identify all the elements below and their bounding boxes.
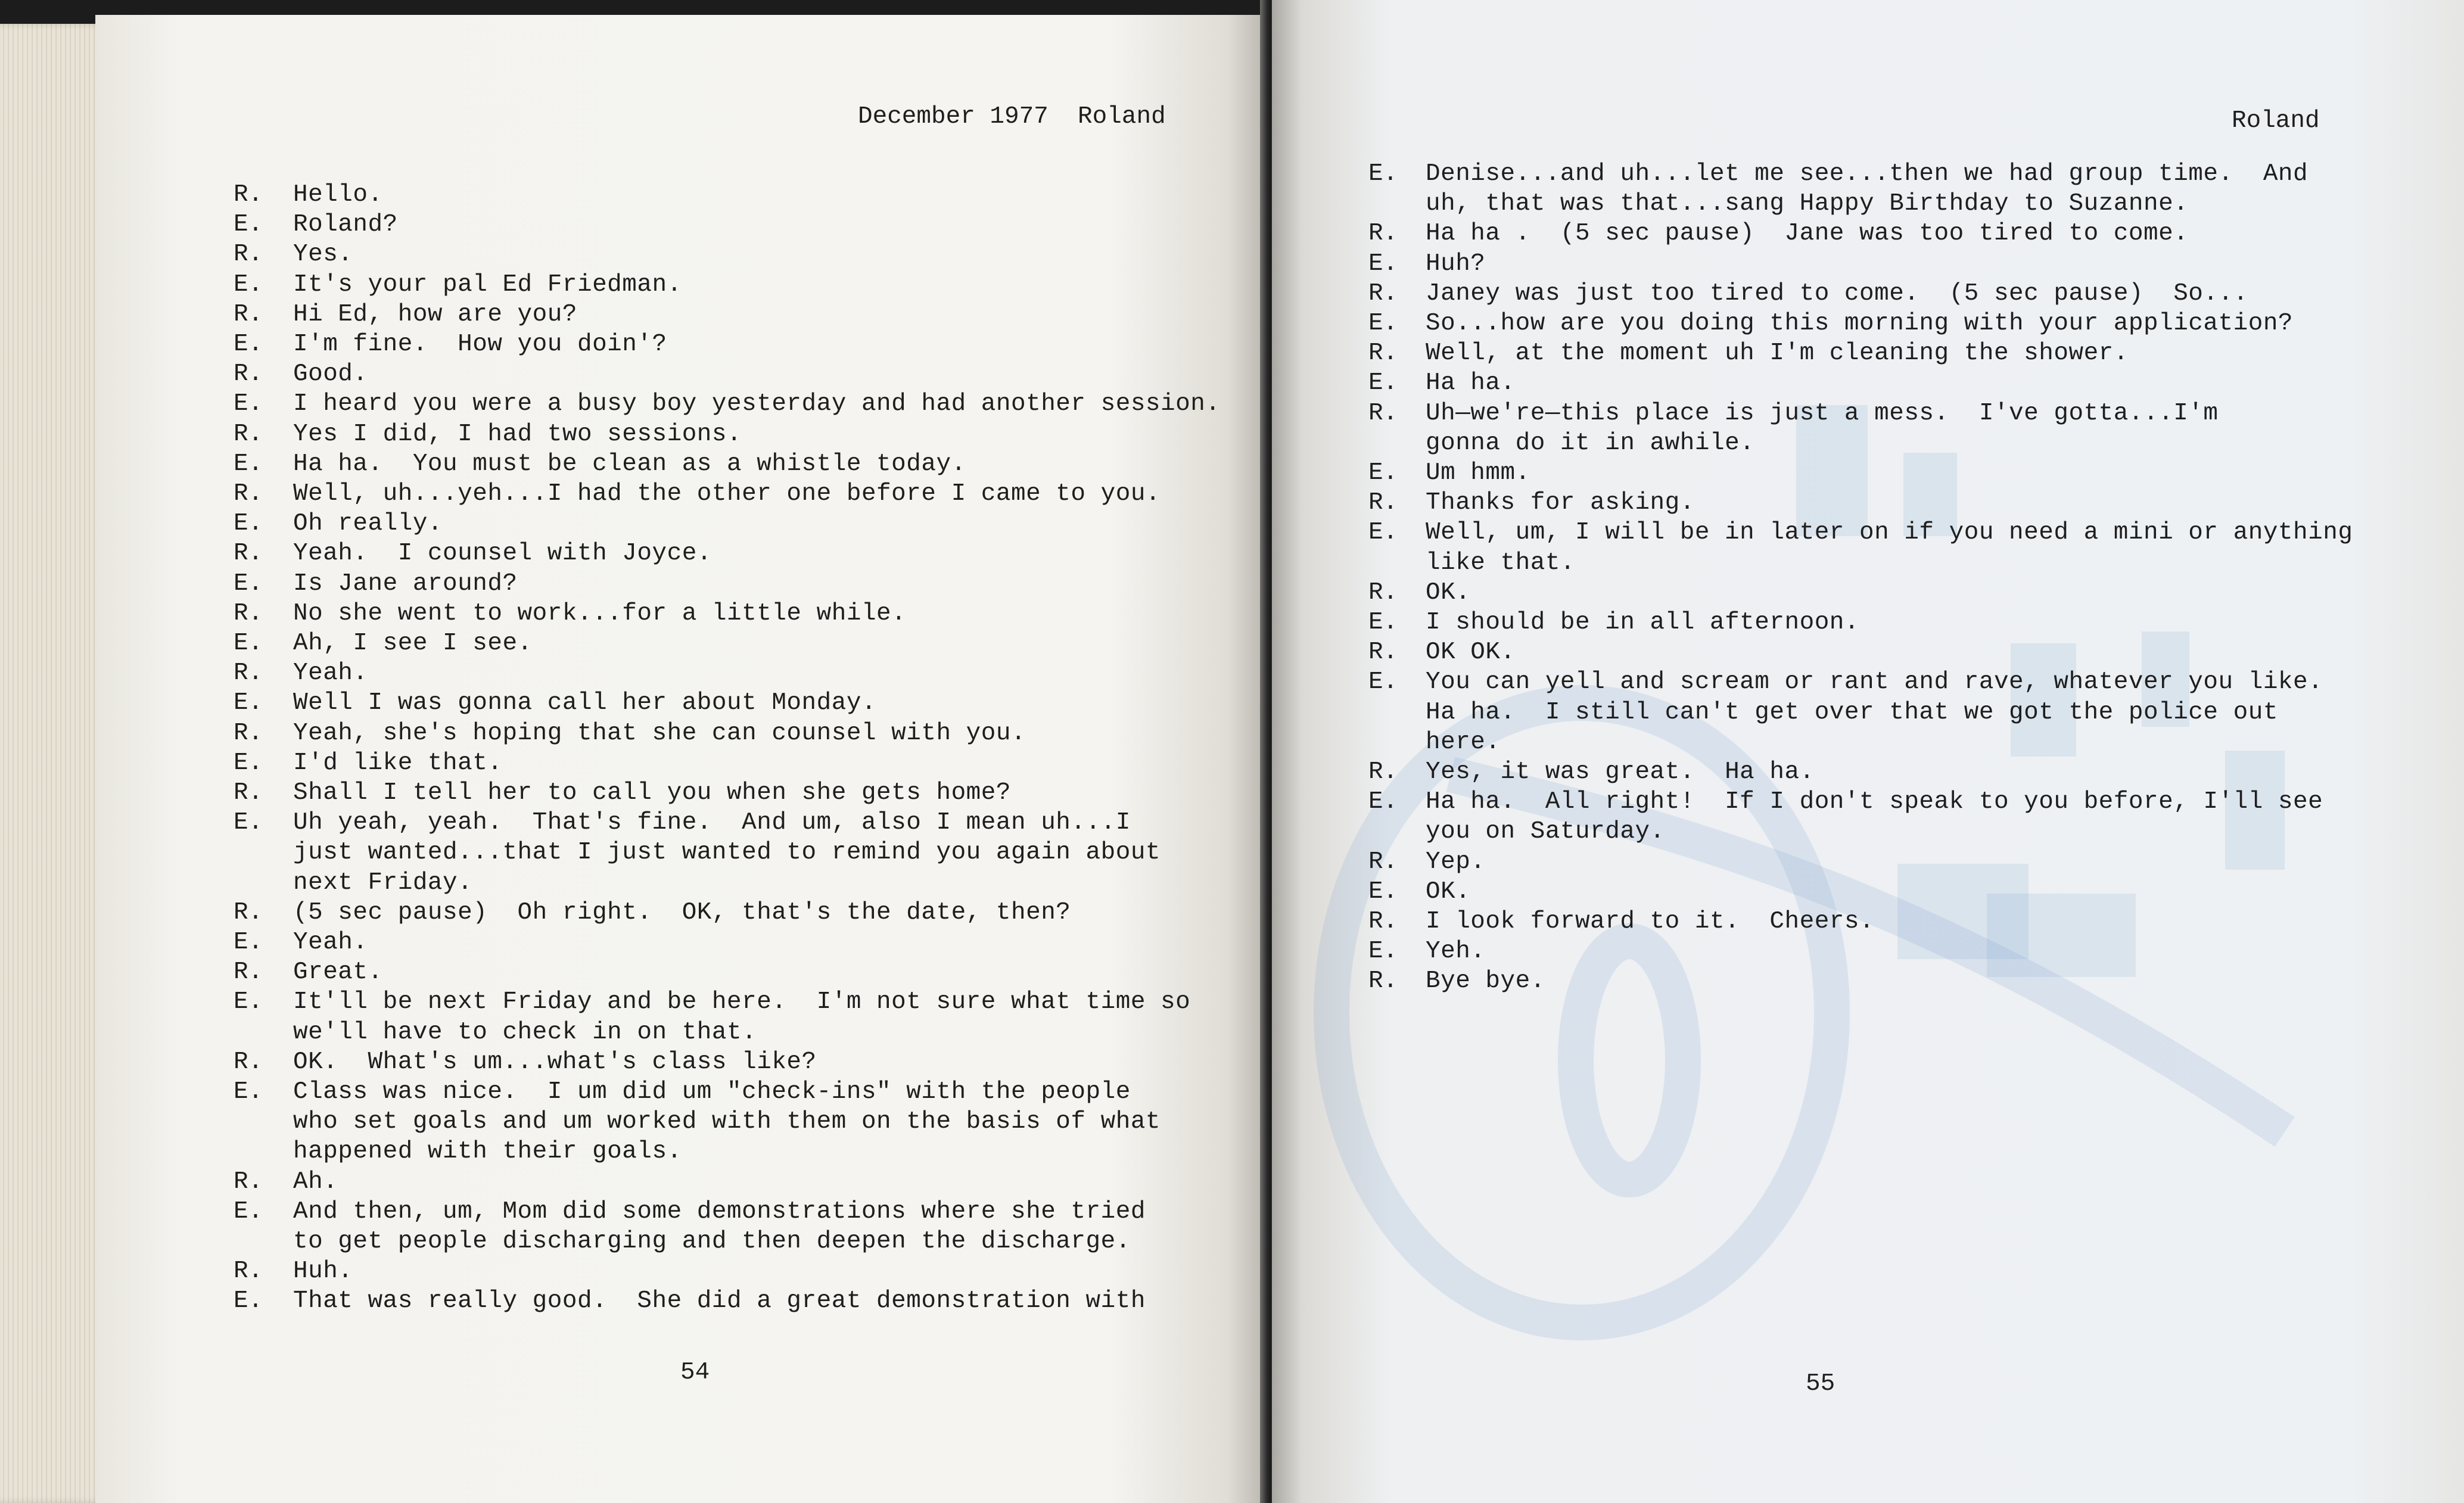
speaker-label: R. [1368,967,1398,995]
transcript-line: I heard you were a busy boy yesterday and had another session. [293,390,1221,418]
transcript-line: Ha ha . (5 sec pause) Jane was too tired to come. [1426,220,2189,248]
transcript-line: OK. [1426,877,1471,905]
speaker-label: R. [1368,340,1398,368]
speaker-label: E. [1368,668,1398,696]
page-number-right: 55 [1806,1370,1835,1398]
transcript-line: here. [1426,728,1501,756]
speaker-label: E. [234,749,263,777]
transcript-line: I'd like that. [293,749,503,777]
transcript-line: Yes. [293,241,353,269]
speaker-label: E. [234,510,263,538]
transcript-line: Well, um, I will be in later on if you need a mini or anything [1426,519,2353,547]
transcript-line: Um hmm. [1426,459,1530,487]
speaker-label: E. [234,988,263,1016]
transcript-line: gonna do it in awhile. [1426,429,1755,457]
transcript-line: OK. What's um...what's class like? [293,1048,817,1076]
speaker-label: E. [1368,459,1398,487]
speaker-label: E. [1368,519,1398,547]
transcript-line: That was really good. She did a great demonstration with [293,1287,1146,1315]
transcript-line: next Friday. [293,869,473,897]
transcript-line: No she went to work...for a little while. [293,599,907,627]
speaker-label: E. [234,689,263,717]
speaker-label: E. [234,1287,263,1315]
speaker-label: R. [234,719,263,747]
right-page [1272,0,2464,1503]
transcript-line: Denise...and uh...let me see...then we had group time. And [1426,160,2309,188]
speaker-label: E. [1368,369,1398,397]
transcript-line: Oh really. [293,510,443,538]
transcript-line: like that. [1426,549,1576,577]
speaker-label: R. [234,898,263,926]
transcript-line: I should be in all afternoon. [1426,609,1860,636]
speaker-label: R. [234,1048,263,1076]
transcript-line: Janey was just too tired to come. (5 sec pause) So... [1426,279,2248,307]
transcript-line: Good. [293,360,368,388]
transcript-line: Bye bye. [1426,967,1545,995]
speaker-label: R. [1368,578,1398,606]
speaker-label: E. [234,450,263,478]
transcript-line: you on Saturday. [1426,818,1665,846]
transcript-line: Ah. [293,1168,338,1196]
speaker-label: E. [1368,160,1398,188]
speaker-label: R. [234,540,263,568]
speaker-label: R. [234,420,263,448]
speaker-label: R. [1368,279,1398,307]
page-number-left: 54 [680,1359,710,1386]
transcript-line: Ha ha. All right! If I don't speak to you before, I'll see [1426,788,2323,816]
speaker-label: R. [234,1258,263,1286]
transcript-line: Roland? [293,211,398,239]
speaker-label: E. [234,570,263,598]
speaker-label: E. [1368,938,1398,966]
speaker-label: R. [234,779,263,807]
speaker-label: E. [234,1078,263,1106]
speaker-label: E. [1368,250,1398,278]
speaker-label: E. [1368,877,1398,905]
speaker-label: E. [1368,609,1398,636]
speaker-label: E. [234,270,263,298]
speaker-label: R. [234,599,263,627]
transcript-line: Ha ha. [1426,369,1516,397]
page-block-edge [0,24,104,1503]
transcript-line: Yeah, she's hoping that she can counsel with you. [293,719,1026,747]
transcript-line: Well I was gonna call her about Monday. [293,689,877,717]
transcript-line: Ha ha. I still can't get over that we got the police out [1426,698,2278,726]
transcript-line: Ha ha. You must be clean as a whistle today. [293,450,966,478]
transcript-line: Class was nice. I um did um "check-ins" with the people [293,1078,1131,1106]
transcript-line: Yep. [1426,848,1486,876]
speaker-label: E. [234,211,263,239]
speaker-label: E. [1368,788,1398,816]
transcript-line: Uh yeah, yeah. That's fine. And um, also I mean uh...I [293,809,1131,837]
speaker-label: R. [1368,848,1398,876]
speaker-label: R. [234,959,263,987]
speaker-label: E. [234,809,263,837]
speaker-label: R. [1368,639,1398,667]
transcript-line: Huh? [1426,250,1486,278]
transcript-line: Yeh. [1426,938,1486,966]
speaker-label: R. [234,300,263,328]
transcript-line: Yeah. [293,929,368,956]
transcript-line: Uh—we're—this place is just a mess. I've gotta...I'm [1426,399,2219,427]
speaker-label: R. [1368,399,1398,427]
transcript-line: I'm fine. How you doin'? [293,331,667,358]
transcript-line: And then, um, Mom did some demonstrations where she tried [293,1197,1146,1225]
speaker-label: R. [234,360,263,388]
transcript-line: we'll have to check in on that. [293,1018,757,1046]
transcript-line: Shall I tell her to call you when she gets home? [293,779,1011,807]
transcript-line: Ah, I see I see. [293,630,533,657]
transcript-line: Hello. [293,181,383,209]
transcript-line: Well, uh...yeh...I had the other one before I came to you. [293,480,1161,508]
left-page [95,15,1266,1503]
transcript-line: It'll be next Friday and be here. I'm not sure what time so [293,988,1191,1016]
transcript-line: Yes, it was great. Ha ha. [1426,758,1815,786]
transcript-line: Yes I did, I had two sessions. [293,420,742,448]
transcript-line: OK. [1426,578,1471,606]
speaker-label: E. [234,630,263,657]
speaker-label: E. [234,929,263,956]
speaker-label: R. [234,181,263,209]
speaker-label: R. [234,241,263,269]
transcript-line: Great. [293,959,383,987]
transcript-line: OK OK. [1426,639,1516,667]
transcript-line: Hi Ed, how are you? [293,300,577,328]
transcript-line: to get people discharging and then deepen the discharge. [293,1228,1131,1255]
running-head-left: December 1977 Roland [858,103,1166,130]
speaker-label: R. [1368,489,1398,517]
speaker-label: R. [1368,220,1398,248]
speaker-label: E. [234,331,263,358]
transcript-line: Yeah. [293,659,368,687]
transcript-line: Yeah. I counsel with Joyce. [293,540,712,568]
speaker-label: R. [234,480,263,508]
transcript-line: It's your pal Ed Friedman. [293,270,682,298]
transcript-line: Thanks for asking. [1426,489,1695,517]
transcript-line: uh, that was that...sang Happy Birthday to Suzanne. [1426,190,2189,218]
transcript-line: who set goals and um worked with them on the basis of what [293,1108,1161,1136]
speaker-label: E. [234,390,263,418]
transcript-line: Is Jane around? [293,570,518,598]
transcript-line: I look forward to it. Cheers. [1426,908,1875,935]
speaker-label: R. [234,659,263,687]
speaker-label: R. [1368,908,1398,935]
transcript-line: Huh. [293,1258,353,1286]
transcript-line: Well, at the moment uh I'm cleaning the shower. [1426,340,2129,368]
running-head-right: Roland [2232,107,2320,135]
transcript-line: (5 sec pause) Oh right. OK, that's the date, then? [293,898,1071,926]
transcript-line: So...how are you doing this morning with your application? [1426,310,2294,337]
transcript-line: just wanted...that I just wanted to remind you again about [293,839,1161,867]
speaker-label: E. [1368,310,1398,337]
speaker-label: R. [1368,758,1398,786]
speaker-label: R. [234,1168,263,1196]
speaker-label: E. [234,1197,263,1225]
transcript-line: You can yell and scream or rant and rave, whatever you like. [1426,668,2323,696]
transcript-line: happened with their goals. [293,1138,682,1166]
